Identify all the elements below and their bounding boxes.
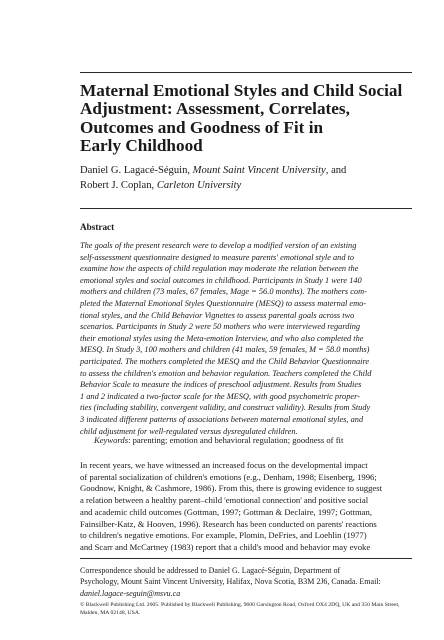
footnote-rule bbox=[80, 558, 412, 559]
correspondence-note bbox=[80, 565, 412, 599]
abstract-line: self-assessment questionnaire designed to measure parents' emotional style and to bbox=[80, 252, 355, 262]
abstract-heading: Abstract bbox=[80, 222, 115, 232]
abstract-line: Behavior Scale to measure the indices of preschool adjustment. Results from Studies bbox=[80, 380, 362, 390]
body-line: Fainsilber-Katz, & Hooven, 1996). Research has been conducted on parents' reactions bbox=[80, 518, 377, 529]
abstract-line: emotional styles and social outcomes in childhood. Participants in Study 1 were 140 bbox=[80, 275, 362, 285]
abstract-line: child adjustment for well-regulated versus dysregulated children. bbox=[80, 426, 298, 436]
author-line-2 bbox=[80, 179, 412, 194]
body-line: and Scarr and McCartney (1983) report that a child's mood and behavior may evoke bbox=[80, 541, 371, 552]
body-line: to children's negative emotions. For example, Plomin, DeFries, and Loehlin (1977) bbox=[80, 530, 367, 541]
body-line: In recent years, we have witnessed an increased focus on the developmental impact bbox=[80, 460, 368, 470]
author-affiliation: Carleton University bbox=[156, 179, 242, 191]
footer-line: © Blackwell Publishing Ltd. 2005. Published by Blackwell Publishing, 9600 Garsington Road, Oxford OX4 2DQ, UK and 350 Main Street, bbox=[80, 602, 400, 608]
abstract-line: tional styles, and the Child Behavior Vignettes to assess parental goals across two bbox=[80, 310, 355, 320]
author-block bbox=[80, 164, 412, 193]
title-line: Outcomes and Goodness of Fit in bbox=[80, 117, 324, 137]
keywords-label: Keywords bbox=[94, 435, 129, 445]
correspondence-email: daniel.lagace-seguin@msvu.ca bbox=[80, 588, 181, 598]
abstract-line: mothers and children (73 males, 67 females, Mage = 56.0 months). The mothers com- bbox=[80, 287, 367, 297]
author-name: Daniel G. Lagacé-Séguin, bbox=[80, 165, 193, 176]
abstract-line: The goals of the present research were to develop a modified version of an existing bbox=[80, 241, 357, 250]
abstract-line: scenarios. Participants in Study 2 were 50 mothers who were interviewed regarding bbox=[80, 322, 361, 332]
abstract-line: 3 indicated different patterns of associations between maternal emotional styles, and bbox=[80, 414, 364, 424]
footer-line: Malden, MA 02148, USA. bbox=[80, 610, 141, 617]
abstract-line: to assess the children's emotion and behavior regulation. Teachers completed the Child bbox=[80, 368, 372, 378]
abstract-line: participated. The mothers completed the MESQ and the Child Behavior Questionnaire bbox=[80, 356, 370, 366]
author-conjunction: , and bbox=[325, 165, 347, 176]
body-line: Goodnow, Knight, & Cashmore, 1986). From this, there is growing evidence to suggest bbox=[80, 483, 382, 494]
author-line-1 bbox=[80, 164, 412, 179]
title-line: Maternal Emotional Styles and Child Social bbox=[80, 81, 403, 100]
abstract-line: MESQ. In Study 3, 100 mothers and children (41 males, 59 females, M = 58.0 months) bbox=[80, 345, 370, 355]
body-line: of parental socialization of children's emotions (e.g., Denham, 1998; Eisenberg, 1996; bbox=[80, 471, 377, 482]
title-line: Early Childhood bbox=[80, 136, 203, 156]
keywords-text: : parenting; emotion and behavioral regulation; goodness of fit bbox=[128, 435, 344, 445]
abstract-line: pleted the Maternal Emotional Styles Questionnaire (MESQ) to assess maternal emo- bbox=[80, 298, 367, 308]
article-title bbox=[80, 82, 412, 156]
publisher-footer bbox=[80, 601, 412, 617]
title-line: Adjustment: Assessment, Correlates, bbox=[80, 99, 350, 119]
author-name: Robert J. Coplan, bbox=[80, 179, 157, 191]
abstract-line: 1 and 2 indicated a two-factor scale for the MESQ, with good psychometric proper- bbox=[80, 391, 360, 401]
correspondence-line: Psychology, Mount Saint Vincent University, Halifax, Nova Scotia, B3M 2J6, Canada. Email: bbox=[80, 577, 381, 587]
abstract-line: their emotional styles using the Meta-emotion Interview, and who also completed the bbox=[80, 333, 364, 343]
abstract-line: examine how the aspects of child regulation may moderate the relation between the bbox=[80, 264, 359, 274]
body-line: a relation between a healthy parent–child 'emotional connection' and positive social bbox=[80, 495, 369, 506]
abstract-body bbox=[80, 240, 412, 437]
keywords-line bbox=[80, 435, 412, 445]
body-paragraph bbox=[80, 460, 412, 554]
author-affiliation: Mount Saint Vincent University bbox=[192, 165, 326, 176]
correspondence-line: Correspondence should be addressed to Daniel G. Lagacé-Séguin, Department of bbox=[80, 566, 341, 575]
abstract-line: ties (including stability, convergent validity, and construct validity). Results from Study bbox=[80, 403, 371, 413]
abstract-top-rule bbox=[80, 208, 412, 209]
top-rule bbox=[80, 72, 412, 73]
body-line: and academic child outcomes (Gottman, 1997; Gottman & Declaire, 1997; Gottman, bbox=[80, 506, 372, 517]
